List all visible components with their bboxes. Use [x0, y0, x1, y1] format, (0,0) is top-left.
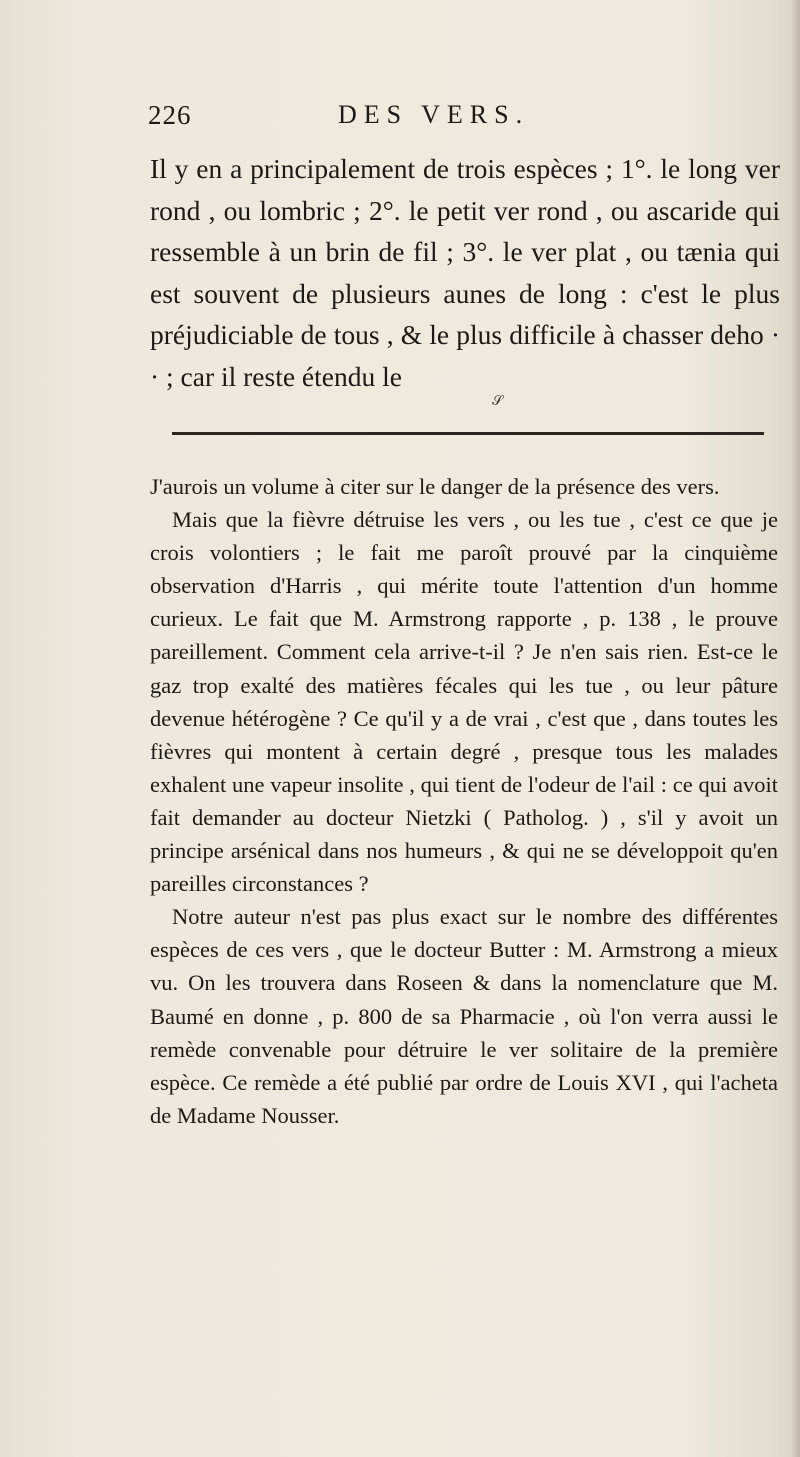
separator-rule [172, 432, 764, 435]
footnote-paragraph: Notre auteur n'est pas plus exact sur le nombre des différentes espèces de ces vers , que le docteur Butter : M. Armstrong a mieux vu. On les trouvera dans Roseen & dans la nomenclature que M. Baumé en donne , p. 800 de sa Pharmacie , où l'on verra aussi le remède convenable pour détruire le ver solitaire de la première espèce. Ce remède a été publié par ordre de Louis XVI , qui l'acheta de Madame Nousser. [150, 904, 778, 1128]
footnote-paragraph: Mais que la fièvre détruise les vers , ou les tue , c'est ce que je crois volontiers ; le fait me paroît prouvé par la cinquième observation d'Harris , qui mérite toute l'attention d'un homme curieux. Le fait que M. Armstrong rapporte , p. 138 , le prouve pareillement. Comment cela arrive-t-il ? Je n'en sais rien. Est-ce le gaz trop exalté des matières fécales qui les tue , ou leur pâture devenue hétérogène ? Ce qu'il y a de vrai , c'est que , dans toutes les fièvres qui montent à certain degré , presque tous les malades exhalent une vapeur insolite , qui tient de l'odeur de l'ail : ce qui avoit fait demander au docteur Nietzki ( Patholog. ) , s'il y avoit un principe arsénical dans nos humeurs , & qui ne se développoit qu'en pareilles circonstances ? [150, 507, 778, 897]
main-paragraph: Il y en a principalement de trois espèces ; 1°. le long ver rond , ou lombric ; 2°. le petit ver rond , ou ascaride qui ressemble à un brin de fil ; 3°. le ver plat , ou tænia qui est souvent de plusieurs aunes de long : c'est le plus préjudiciable de tous , & le plus difficile à chasser deho · · ; car il reste étendu le [150, 153, 780, 392]
page-header [148, 100, 778, 140]
running-title: DES VERS. [338, 100, 530, 129]
page-edge-shadow [792, 0, 800, 1457]
main-text-block [150, 148, 780, 397]
footnote-paragraph: J'aurois un volume à citer sur le danger de la présence des vers. [150, 474, 720, 499]
page-number: 226 [148, 100, 192, 130]
footnote-text-block [150, 470, 778, 1132]
ink-blot: 𝒮 [492, 394, 503, 409]
